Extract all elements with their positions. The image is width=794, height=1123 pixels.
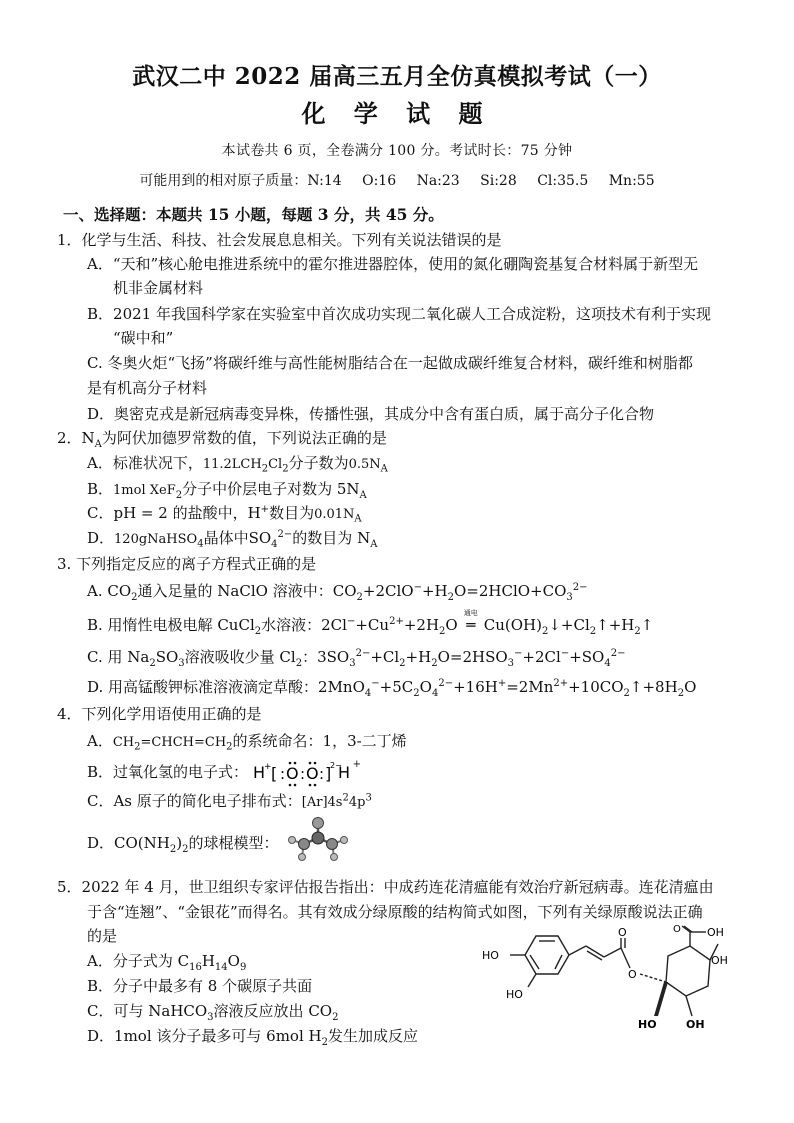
q2-option-d: D．120gNaHSO$_4$晶体中$SO_4^{2-}$的数目为 $N_A$ — [87, 529, 378, 550]
svg-text::: : — [279, 765, 285, 783]
q5-stem-line1: 5．2022 年 4 月，世卫组织专家评估报告指出：中成药连花清瘟能有效治疗新冠病毒。连花清瘟由 — [57, 878, 714, 896]
q3-option-c: C. 用 $Na_2SO_3$溶液吸收少量 $Cl_2$：$3SO_3^{2-}+Cl_2+H_2O=2HSO_3^-+2Cl^-+SO_4^{2-}$ — [87, 648, 626, 669]
q5-stem-line3: 的是 — [87, 927, 118, 945]
svg-text:H: H — [337, 763, 350, 782]
svg-text:+: + — [263, 762, 272, 772]
atomic-masses — [0, 170, 794, 190]
q5-option-c: C．可与 NaHCO$_3$溶液反应放出 $CO_2$ — [87, 1002, 339, 1023]
exam-info: 本试卷共 6 页，全卷满分 100 分。考试时长：75 分钟 — [221, 143, 573, 159]
q4-option-c: C．As 原子的简化电子排布式：$[Ar]4s^24p^3$ — [87, 792, 372, 810]
svg-text:]: ] — [324, 764, 332, 783]
svg-text:H: H — [252, 763, 265, 782]
q1-option-c-cont: 是有机高分子材料 — [87, 379, 208, 397]
q1-stem: 1．化学与生活、科技、社会发展息息相关。下列有关说法错误的是 — [57, 231, 502, 249]
q5-option-d: D．1mol 该分子最多可与 6mol $H_2$发生加成反应 — [87, 1027, 418, 1048]
electrolysis-condition: 通电 — [463, 609, 478, 617]
svg-text:OH: OH — [686, 1018, 705, 1031]
q1-option-c: C. 冬奥火炬“飞扬”将碳纤维与高性能树脂结合在一起做成碳纤维复合材料，碳纤维和树脂都 — [87, 354, 693, 372]
q5-option-a: A．分子式为 $C_{16}H_{14}O_9$ — [87, 952, 247, 973]
q3-stem: 3. 下列指定反应的离子方程式正确的是 — [57, 555, 317, 573]
svg-text:2−: 2− — [329, 761, 342, 770]
atomic-masses-values: N:14 O:16 Na:23 Si:28 Cl:35.5 Mn:55 — [307, 173, 655, 189]
svg-text:HO: HO — [482, 949, 499, 962]
q1-option-d: D．奥密克戎是新冠病毒变异株，传播性强，其成分中含有蛋白质，属于高分子化合物 — [87, 405, 655, 423]
q2-option-c: C．pH = 2 的盐酸中，H+数目为$0.01N_A$ — [87, 504, 362, 525]
svg-text:OH: OH — [711, 954, 728, 967]
svg-text:HO: HO — [638, 1018, 657, 1031]
q4-option-d: D．$CO(NH_2)_2$的球棍模型： — [87, 834, 279, 855]
svg-text:O: O — [618, 926, 627, 939]
q4-option-a: A．$CH_2=CHCH=CH_2$的系统命名：1，3-二丁烯 — [87, 732, 407, 753]
q4-option-b: B．过氧化氢的电子式： H + [ : O : O : ] 2− H + — [87, 759, 361, 787]
svg-text:OH: OH — [707, 926, 724, 939]
atomic-masses-label: 可能用到的相对原子质量： — [139, 173, 308, 189]
q1-option-a-cont: 机非金属材料 — [113, 279, 204, 297]
q3-option-d: D. 用高锰酸钾标准溶液滴定草酸：$2MnO_4^-+5C_2O_4^{2-}+16H^+=2Mn^{2+}+10CO_2↑+8H_2O$ — [87, 678, 697, 699]
q1-option-b: B．2021 年我国科学家在实验室中首次成功实现二氧化碳人工合成淀粉，这项技术有利于实现 — [87, 305, 711, 323]
q2-option-b: B．1mol XeF$_2$分子中价层电子对数为 $5N_A$ — [87, 480, 367, 501]
svg-text:O: O — [305, 764, 319, 783]
q4-stem: 4．下列化学用语使用正确的是 — [57, 705, 262, 723]
svg-text:O: O — [628, 968, 637, 981]
svg-text:HO: HO — [506, 988, 523, 1001]
q1-option-b-cont: “碳中和” — [113, 329, 174, 347]
svg-text:O: O — [285, 764, 299, 783]
exam-title: 武汉二中 2022 届高三五月全仿真模拟考试（一） — [132, 63, 662, 90]
q3-option-a: A. $CO_2$通入足量的 NaClO 溶液中：$CO_2+2ClO^-+H_2O=2HClO+CO_3^{2-}$ — [87, 582, 588, 603]
q1-option-a: A．“天和”核心舱电推进系统中的霍尔推进器腔体，使用的氮化硼陶瓷基复合材料属于新型无 — [87, 255, 699, 273]
svg-text:O: O — [673, 924, 681, 935]
section-heading: 一、选择题：本题共 15 小题，每题 3 分，共 45 分。 — [63, 205, 444, 224]
svg-text:[: [ — [270, 764, 278, 783]
h2o2-electron-formula — [253, 759, 348, 787]
q5-stem-line2: 于含“连翘”、“金银花”而得名。其有效成分绿原酸的结构简式如图，下列有关绿原酸说法正确 — [87, 903, 703, 921]
q5-option-b: B．分子中最多有 8 个碳原子共面 — [87, 977, 313, 995]
chlorogenic-acid-structure — [478, 924, 778, 1050]
q2-option-a: A．标准状况下，$11.2LCH_2Cl_2$分子数为$0.5N_A$ — [87, 454, 388, 475]
urea-ball-stick-model — [282, 812, 354, 868]
svg-text::: : — [299, 765, 305, 783]
q2-stem: 2．$N_A$为阿伏加德罗常数的值，下列说法正确的是 — [57, 429, 387, 450]
subject-title: 化 学 试 题 — [301, 99, 493, 128]
q3-option-b: B. 用惰性电极电解 CuCl$_2$水溶液：$2Cl^-+Cu^{2+}+2H_2O$ 通电 ═ $Cu(OH)_2↓+Cl_2↑+H_2↑$ — [87, 609, 654, 637]
svg-text::: : — [318, 765, 324, 783]
